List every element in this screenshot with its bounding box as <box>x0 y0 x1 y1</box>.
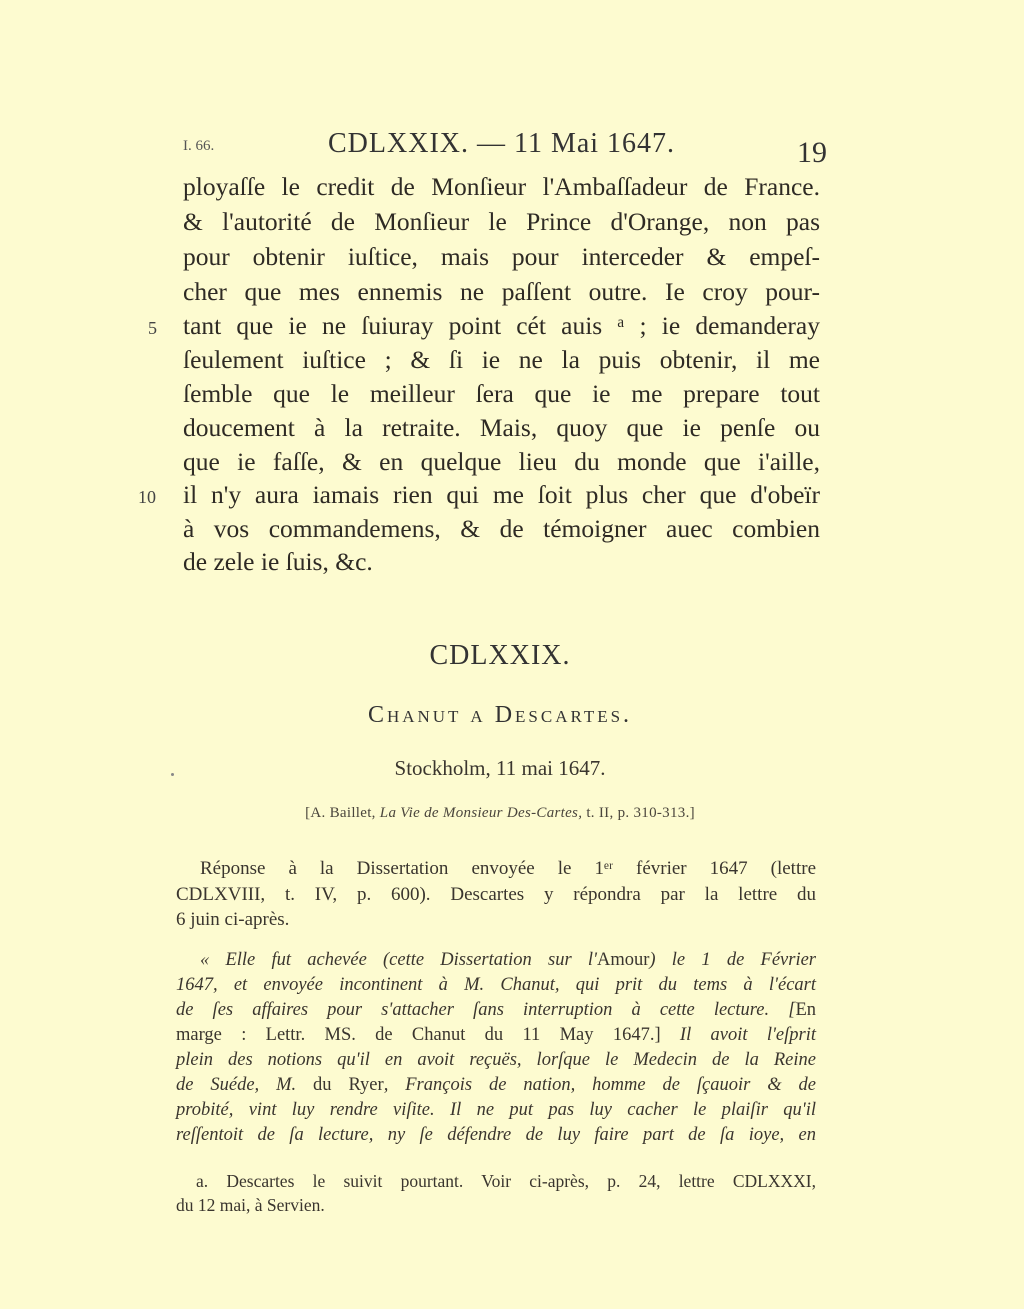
page-number: 19 <box>797 136 827 169</box>
body-line: il n'y aura iamais rien qui me ſoit plus cher que d'obeïr <box>183 480 820 509</box>
intro-line: 6 juin ci-après. <box>176 909 290 930</box>
quote-line: marge : Lettr. MS. de Chanut du 11 May 1647.] Il avoit l'eſprit <box>176 1025 816 1045</box>
body-line: que ie faſſe, & en quelque lieu du monde que i'aille, <box>183 447 820 476</box>
source-suffix: t. II, p. 310-313.] <box>586 805 695 821</box>
body-line: cher que mes ennemis ne paſſent outre. Ie croy pour- <box>183 277 820 306</box>
source-citation <box>0 805 1000 822</box>
line-number: 5 <box>148 318 157 338</box>
source-prefix: [A. Baillet, <box>305 805 376 821</box>
body-line: ſeulement iuſtice ; & ſi ie ne la puis obtenir, il me <box>183 345 820 374</box>
quote-line: de Suéde, M. du Ryer, François de nation, homme de ſçauoir & de <box>176 1075 816 1095</box>
margin-reference: I. 66. <box>183 138 215 154</box>
quote-line: « Elle fut achevée (cette Dissertation sur l'Amour) le 1 de Février <box>200 950 816 970</box>
body-line: & l'autorité de Monſieur le Prince d'Orange, non pas <box>183 207 820 236</box>
footnote-line: a. Descartes le suivit pourtant. Voir ci-après, p. 24, lettre CDLXXXI, <box>196 1171 816 1191</box>
quote-line: 1647, et envoyée incontinent à M. Chanut, qui prit du tems à l'écart <box>176 975 816 995</box>
letter-title: Chanut a Descartes. <box>367 702 633 728</box>
quote-line: de ſes affaires pour s'attacher ſans interruption à cette lecture. [En <box>176 1000 816 1020</box>
quote-line: plein des notions qu'il en avoit reçuës, lorſque le Medecin de la Reine <box>176 1050 816 1070</box>
source-title: La Vie de Monsieur Des-Cartes, <box>379 805 583 821</box>
body-line: de zele ie ſuis, &c. <box>183 547 373 576</box>
intro-line: CDLXVIII, t. IV, p. 600). Descartes y répondra par la lettre du <box>176 884 816 905</box>
place-date: Stockholm, 11 mai 1647. <box>394 756 606 780</box>
body-line: tant que ie ne ſuiuray point cét auis ᵃ ; ie demanderay <box>183 311 820 340</box>
quote-line: probité, vint luy rendre viſite. Il ne put pas luy cacher le plaiſir qu'il <box>176 1100 816 1120</box>
body-line: pour obtenir iuſtice, mais pour interceder & empeſ- <box>183 242 820 271</box>
body-line: ployaſſe le credit de Monſieur l'Ambaſſadeur de France. <box>183 172 820 201</box>
footnote-line: du 12 mai, à Servien. <box>176 1195 325 1215</box>
body-line: ſemble que le meilleur ſera que ie me prepare tout <box>183 379 820 408</box>
intro-line: Réponse à la Dissertation envoyée le 1ᵉʳ février 1647 (lettre <box>200 858 816 879</box>
line-number: 10 <box>138 487 156 507</box>
running-head: CDLXXIX. — 11 Mai 1647. <box>328 128 676 159</box>
body-line: à vos commandemens, & de témoigner auec combien <box>183 514 820 543</box>
quote-line: reſſentoit de ſa lecture, ny ſe défendre de luy faire part de ſa ioye, en <box>176 1125 816 1145</box>
body-line: doucement à la retraite. Mais, quoy que ie penſe ou <box>183 413 820 442</box>
letter-number: CDLXXIX. <box>429 640 571 671</box>
